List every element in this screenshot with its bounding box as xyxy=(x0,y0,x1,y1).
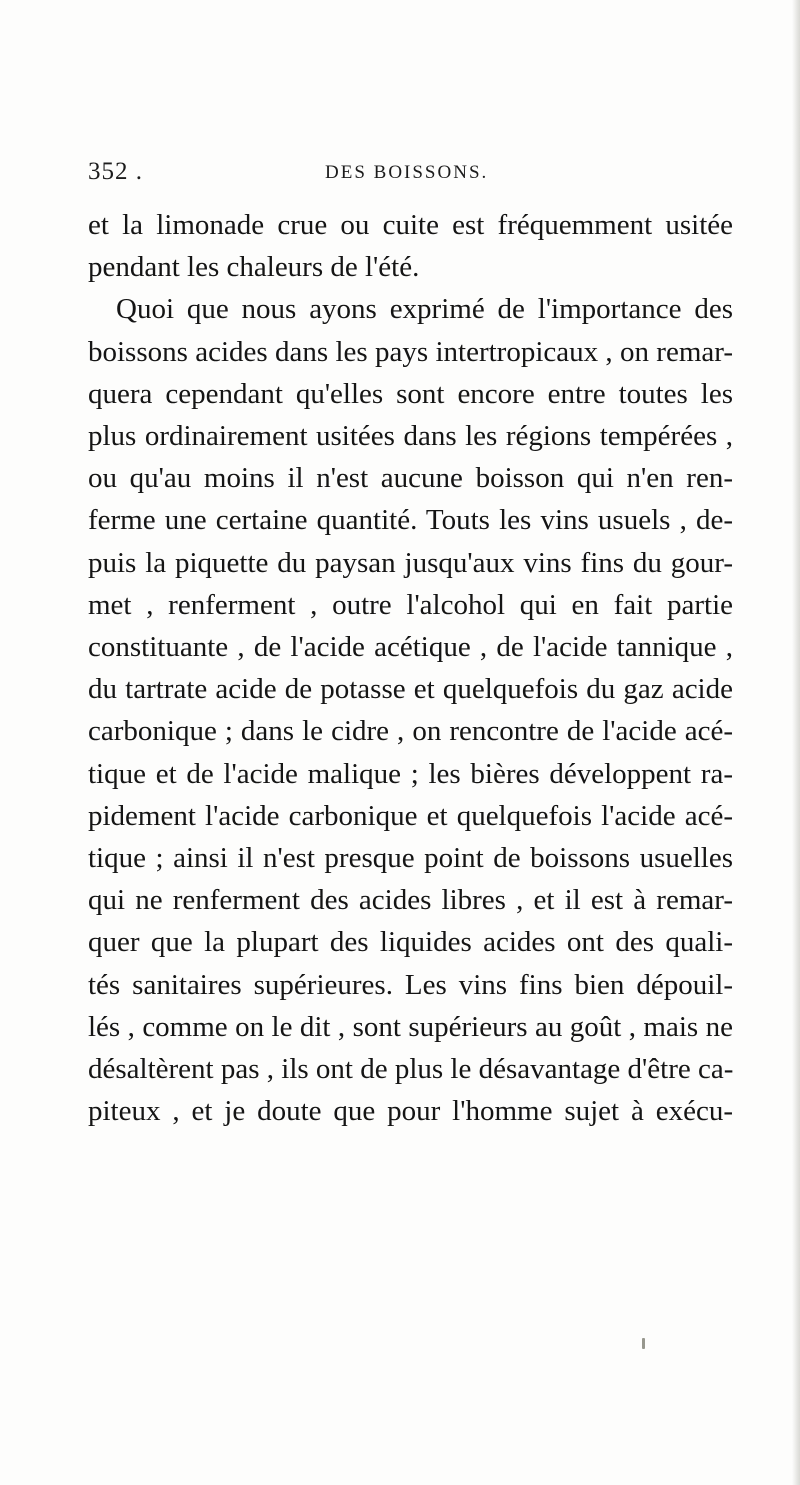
text-line: ou qu'au moins il n'est aucune boisson qui n'en ren- xyxy=(88,462,733,495)
text-line: quer que la plupart des liquides acides ont des quali- xyxy=(88,926,733,959)
text-line: quera cependant qu'elles sont encore entre toutes les xyxy=(88,377,733,410)
text-line: lés , comme on le dit , sont supérieurs au goût , mais ne xyxy=(88,1010,733,1043)
text-line: qui ne renferment des acides libres , et il est à remar- xyxy=(88,884,733,917)
text-line: Quoi que nous ayons exprimé de l'importance des xyxy=(116,293,733,326)
text-line: piteux , et je doute que pour l'homme sujet à exécu- xyxy=(88,1095,733,1128)
text-line: et la limonade crue ou cuite est fréquemment usitée xyxy=(88,209,733,241)
body-text xyxy=(88,204,733,1132)
text-line: tique et de l'acide malique ; les bières développent ra- xyxy=(88,757,733,790)
text-line: puis la piquette du paysan jusqu'aux vins fins du gour- xyxy=(88,546,733,579)
page-number: 352 . xyxy=(88,158,143,185)
ink-speck xyxy=(642,1338,645,1349)
text-line: du tartrate acide de potasse et quelquefois du gaz acide xyxy=(88,673,733,706)
running-head-title: DES BOISSONS. xyxy=(325,162,489,183)
text-line: met , renferment , outre l'alcohol qui en fait partie xyxy=(88,588,733,621)
text-line: pidement l'acide carbonique et quelquefois l'acide acé- xyxy=(88,799,733,832)
running-head xyxy=(88,158,728,188)
text-line: désaltèrent pas , ils ont de plus le désavantage d'être ca- xyxy=(88,1053,734,1086)
text-line: carbonique ; dans le cidre , on rencontre de l'acide acé- xyxy=(88,715,733,748)
text-line: ferme une certaine quantité. Touts les vins usuels , de- xyxy=(88,504,733,537)
text-line: tique ; ainsi il n'est presque point de boissons usuelles xyxy=(88,842,733,875)
text-line: plus ordinairement usitées dans les régions tempérées , xyxy=(88,420,733,453)
text-line: tés sanitaires supérieures. Les vins fins bien dépouil- xyxy=(88,968,733,1001)
page-edge-shadow xyxy=(792,0,800,1485)
text-line: pendant les chaleurs de l'été. xyxy=(88,251,420,284)
text-line: constituante , de l'acide acétique , de l'acide tannique , xyxy=(88,631,733,664)
text-line: boissons acides dans les pays intertropicaux , on remar- xyxy=(88,335,733,368)
